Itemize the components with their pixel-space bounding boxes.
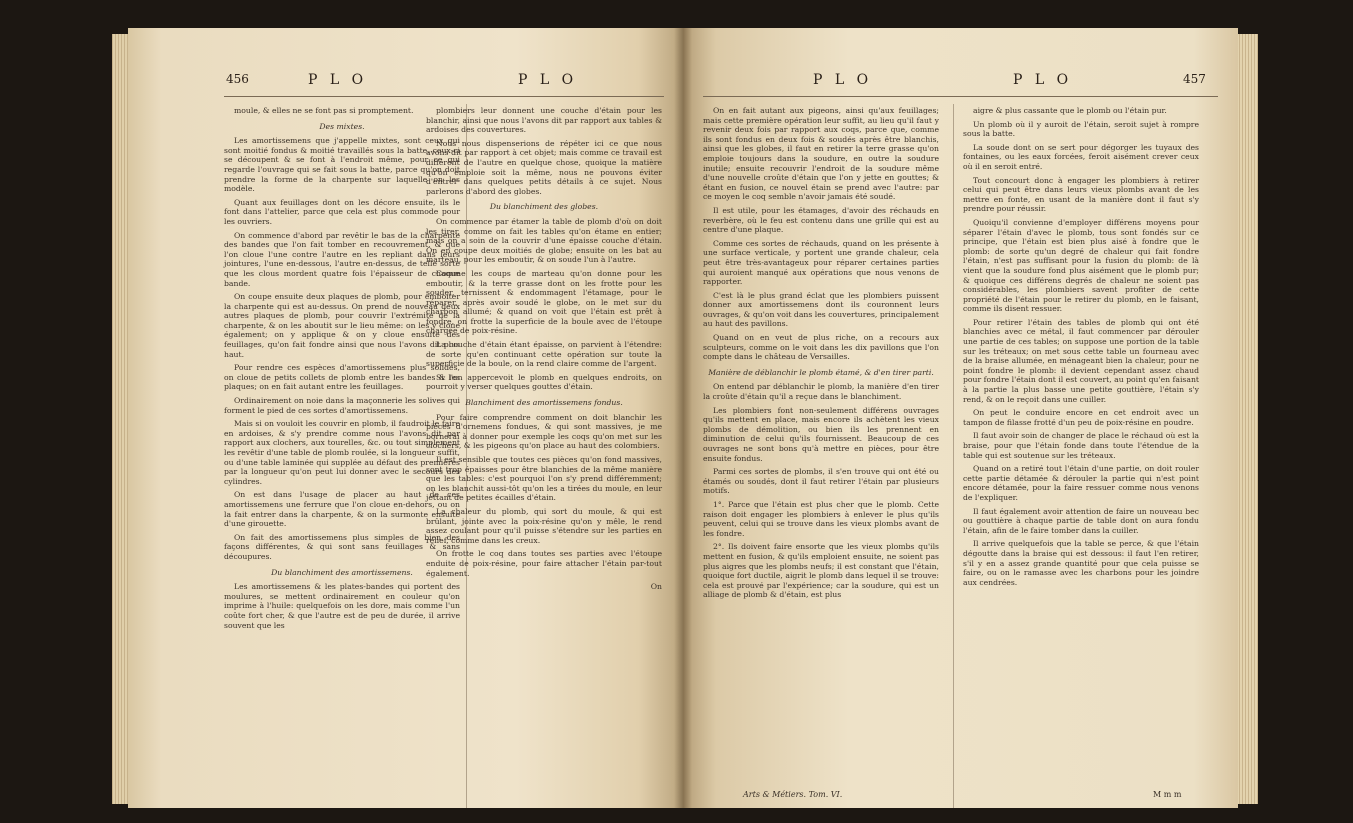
paragraph: C'est là le plus grand éclat que les plombiers puissent donner aux amortissemens dont ils couronnent leurs ouvrages, & qu'on voit dans les couvertures, principalement au haut des pavillons. (703, 290, 939, 329)
paragraph: On peut le conduire encore en cet endroit avec un tampon de filasse frotté d'un peu de poix-résine en poudre. (963, 408, 1199, 427)
left-page (128, 28, 683, 808)
paragraph: 1°. Parce que l'étain est plus cher que le plomb. Cette raison doit engager les plombiers à enlever le plus qu'ils peuvent, celui qui se trouve dans les vieux plombs avant de les fondre. (703, 499, 939, 538)
paragraph: Les amortissemens que j'appelle mixtes, sont ceux qui sont moitié fondus & moitié travaillés sous la batte, ceux-ci se découpent & se font à l'endroit même, pour ce qui regarde l'ouvrage qui se fait sous la batte, parce qu'on doit prendre la forme de la charpente sur laquelle on les modèle. (224, 136, 460, 194)
paragraph: moule, & elles ne se font pas si promptement. (234, 106, 414, 115)
paragraph: Quand on a retiré tout l'étain d'une partie, on doit rouler cette partie détamée & dérouler la partie qui n'est point encore détamée, pour la faire ressuer comme nous venons de l'expliquer. (963, 464, 1199, 502)
paragraph: Un plomb où il y auroit de l'étain, seroit sujet à rompre sous la batte. (963, 119, 1199, 139)
paragraph: Il faut également avoir attention de faire un nouveau bec ou gouttière à chaque partie de table dont on aura fondu l'étain, afin de le faire tomber dans la cuiller. (963, 506, 1199, 535)
paragraph: Pour faire comprendre comment on doit blanchir les pièces d'ornemens fondues, & qui sont massives, je me bornerai à donner pour exemple les coqs qu'on met sur les clochers, & les pigeons qu'on place au haut des colombiers. (426, 412, 662, 451)
paragraph: Tout concourt donc à engager les plombiers à retirer celui qui peut être dans leurs vieux plombs avant de les mettre en fonte, en usant de la manière dont il faut s'y prendre pour réussir. (963, 175, 1199, 214)
right-page (683, 28, 1238, 808)
paragraph: Mais si on vouloit les couvrir en plomb, il faudroit le faire en ardoises, & s'y prendre comme nous l'avons dit par rapport aux clochers, aux tourelles, &c. ou tout simplement les revêtir d'une table de plomb roulée, si la longueur suffit, ou d'une table laminée qui supplée au défaut des premières par la longueur qu'on peut lui donner avec le secours des cylindres. (224, 419, 460, 486)
paragraph: Ordinairement on noie dans la maçonnerie les solives qui forment le pied de ces sortes d'amortissemens. (224, 396, 460, 415)
left-running-head: P L O (308, 72, 368, 88)
left-folio: 456 (226, 72, 249, 86)
paragraph: Il faut avoir soin de changer de place le réchaud où est la braise, pour que l'étain fonde dans toute l'étendue de la table qui est soutenue sur les tréteaux. (963, 431, 1199, 460)
paragraph: On commence d'abord par revêtir le bas de la charpente des bandes que l'on fait tomber en recouvrement, & que l'on cloue l'une contre l'autre en les repliant dans leurs jointures, l'une en-dessous, l'autre en-dessus, de telle sorte que les clous mordent quatre fois l'épaisseur de chaque bande. (224, 230, 460, 288)
paragraph: On frotte le coq dans toutes ses parties avec l'étoupe enduite de poix-résine, pour faire attacher l'étain par-tout également. (426, 549, 662, 578)
section-heading: Des mixtes. (319, 121, 365, 131)
left-column-1 (224, 106, 460, 634)
right-header-rule (703, 96, 1218, 97)
paragraph: Nous nous dispenserions de répéter ici ce que nous avons dit par rapport à cet objet; mais comme ce travail est différent de l'autre en quelque chose, quoique la matière qu'on emploie soit la même, nous ne pouvons éviter d'entrer dans quelques petits détails à ce sujet. Nous parlerons d'abord des globes. (426, 138, 662, 196)
paragraph: La couche d'étain étant épaisse, on parvient à l'étendre: de sorte qu'en continuant cette opération sur toute la superficie de la boule, on la rend claire comme de l'argent. (426, 340, 662, 369)
right-running-head-2: P L O (1013, 72, 1073, 88)
paragraph: Comme les coups de marteau qu'on donne pour les emboutir, & la terre grasse dont on les frotte pour les souder, ternissent & endommagent l'étamage, pour le réparer, après avoir soudé le globe, on le met sur du charbon allumé; & quand on voit que l'étain est prêt à fondre, on frotte la superficie de la boule avec de l'étoupe chargée de poix-résine. (426, 268, 662, 336)
paragraph: Les amortissemens & les plates-bandes qui portent des moulures, se mettent ordinairement en couleur qu'on imprime à l'huile: quelquefois on les dore, mais comme l'un coûte fort cher, & que l'autre est de peu de durée, il arrive souvent que les (224, 582, 460, 630)
paragraph: La soude dont on se sert pour dégorger les tuyaux des fontaines, ou les eaux forcées, feroit aisément crever ceux où il en seroit entré. (963, 142, 1199, 171)
section-heading: Du blanchiment des globes. (489, 202, 599, 212)
paragraph: On est dans l'usage de placer au haut de ces amortissemens une ferrure que l'on cloue en-dehors, ou on la fait entrer dans la charpente, & on la surmonte ensuite d'une girouette. (224, 490, 460, 529)
right-footer-title: Arts & Métiers. Tom. VI. (743, 790, 843, 799)
book-gutter (674, 28, 692, 808)
paragraph: On commence par étamer la table de plomb d'où on doit les tirer, comme on fait les tables qu'on étame en entier; mais on a soin de la couvrir d'une épaisse couche d'étain. On en coupe deux moitiés de globe; ensuite on les bat au marteau, pour les emboutir, & on soude l'un à l'autre. (426, 216, 662, 265)
paragraph: Pour retirer l'étain des tables de plomb qui ont été blanchies avec ce métal, il faut commencer par dérouler une partie de ces tables; on suppose une portion de la table sur les tréteaux; on met sous cette table un fourneau avec de la braise allumée, en ménageant bien la chaleur, pour ne point fondre le plomb: il devient cependant assez chaud pour fondre l'étain dont il est couvert, au point qu'en faisant à la partie la plus basse une petite gouttière, l'étain s'y rend, & on le reçoit dans une cuiller. (963, 317, 1199, 404)
left-header-rule (224, 96, 664, 97)
paragraph: Parmi ces sortes de plombs, il s'en trouve qui ont été ou étamés ou soudés, dont il faut retirer l'étain par plusieurs motifs. (703, 467, 939, 496)
paragraph: Quand on en veut de plus riche, on a recours aux sculpteurs, comme on le voit dans les dix pavillons que l'on compte dans le château de Versailles. (703, 333, 939, 362)
paragraph: On en fait autant aux pigeons, ainsi qu'aux feuillages; mais cette première opération leur suffit, au lieu qu'il faut y revenir deux fois par rapport aux coqs, parce que, comme ils sont fondus en deux fois & soudés après être blanchis, ainsi que les globes, il faut en retirer la terre grasse qu'on emploie toujours dans la soudure, en outre la soudure inutile; ensuite recouvrir l'endroit de la soudure même d'une nouvelle croûte d'étain que l'on y jette en gouttes; & étant en fusion, ce nouvel étain se prend avec l'autre: par ce moyen le coq semble n'avoir jamais été soudé. (703, 106, 939, 202)
paragraph: 2°. Ils doivent faire ensorte que les vieux plombs qu'ils mettent en fusion, & qu'ils emploient ensuite, ne soient pas plus aigres que les plombs neufs; il est constant que l'étain, quoique fort ductile, aigrit le plomb dans lequel il se trouve: cela est prouvé par l'expérience; car la soudure, qui est un alliage de plomb & d'étain, est plus (703, 542, 939, 600)
left-running-head-2: P L O (518, 72, 578, 88)
paragraph: Il arrive quelquefois que la table se perce, & que l'étain dégoutte dans la braise qui est dessous: il faut l'en retirer, s'il y en a assez grande quantité pour que cela puisse se faire, ou on le ramasse avec les charbons pour les joindre aux cendrées. (963, 539, 1199, 587)
paragraph: On entend par déblanchir le plomb, la manière d'en tirer la croûte d'étain qu'il a reçue dans le blanchiment. (703, 382, 939, 402)
paragraph: On coupe ensuite deux plaques de plomb, pour emboiter la charpente qui est au-dessus. On prend de nouveau deux autres plaques de plomb, pour couvrir l'extrémité de la charpente, & on les aboutit sur le lieu même: on les y cloue également; on y applique & on y cloue ensuite des feuillages, qu'on fait fondre ainsi que nous l'avons dit plus haut. (224, 292, 460, 359)
paragraph: Quant aux feuillages dont on les décore ensuite, ils le font dans l'attelier, parce que cela est plus commode pour les ouvriers. (224, 197, 460, 226)
paragraph: Pour rendre ces espèces d'amortissemens plus solides, on cloue de petits collets de plomb entre les bandes & les plaques; on en fait autant entre les feuillages. (224, 363, 460, 392)
paragraph: On fait des amortissemens plus simples de bien des façons différentes, & qui sont sans feuillages & sans découpures. (224, 532, 460, 561)
right-footer-signature: M m m (1153, 790, 1182, 799)
right-running-head: P L O (813, 72, 873, 88)
catchword: On (650, 582, 662, 592)
right-column-2 (963, 106, 1199, 591)
paragraph: Il est sensible que toutes ces pièces qu'on fond massives, sont trop épaisses pour être blanchies de la même manière que les tables: c'est pourquoi l'on s'y prend différemment; on les blanchit aussi-tôt qu'on les a tirées du moule, en leur jettant de petites écailles d'étain. (426, 455, 662, 503)
paragraph: Il est utile, pour les étamages, d'avoir des réchauds en reverbère, où le feu est contenu dans une grille qui est au centre d'une plaque. (703, 205, 939, 235)
paragraph: plombiers leur donnent une couche d'étain pour les blanchir, ainsi que nous l'avons dit par rapport aux tables & ardoises des couvertures. (426, 106, 662, 135)
section-heading: Blanchiment des amortissemens fondus. (465, 398, 623, 408)
paragraph: aigre & plus cassante que le plomb ou l'étain pur. (973, 106, 1167, 115)
paragraph: Si l'on appercevoit le plomb en quelques endroits, on pourroit y verser quelques gouttes d'étain. (426, 372, 662, 392)
section-heading: Du blanchiment des amortissemens. (271, 567, 413, 577)
right-column-divider (953, 104, 954, 808)
right-column-1 (703, 106, 939, 604)
paragraph: La chaleur du plomb, qui sort du moule, & qui est brûlant, jointe avec la poix-résine qu'on y mêle, le rend assez coulant pour qu'il puisse s'étendre sur les parties en relief, comme dans les creux. (426, 506, 662, 545)
paragraph: Les plombiers font non-seulement différens ouvrages qu'ils mettent en place, mais encore ils achètent les vieux plombs de démolition, ou bien ils les prennent en diminution de celui qu'ils fournissent. Beaucoup de ces ouvrages ne sont bons qu'à mettre en pièces, pour être ensuite fondus. (703, 405, 939, 463)
paragraph: Quoiqu'il convienne d'employer différens moyens pour séparer l'étain d'avec le plomb, tous sont fondés sur ce principe, que l'étain est bien plus aisé à fondre que le plomb: de sorte qu'un degré de chaleur qui fait fondre l'étain, n'est pas suffisant pour la fusion du plomb: de là vient que la soudure fond plus aisément que le plomb pur; & quoique ces différens degrés de chaleur ne soient pas considérables, les plombiers savent profiter de cette propriété de l'étain pour le retirer du plomb, en le faisant, comme ils disent ressuer. (963, 217, 1199, 314)
right-fore-edge (1236, 34, 1258, 804)
section-heading: Manière de déblanchir le plomb étamé, & d'en tirer parti. (708, 367, 934, 377)
paragraph: Comme ces sortes de réchauds, quand on les présente à une surface verticale, y portent une grande chaleur, cela peut être très-avantageux pour réparer certaines parties qui auroient manqué aux opérations que nous venons de rapporter. (703, 238, 939, 287)
right-folio: 457 (1183, 72, 1206, 86)
left-column-2 (426, 106, 662, 596)
